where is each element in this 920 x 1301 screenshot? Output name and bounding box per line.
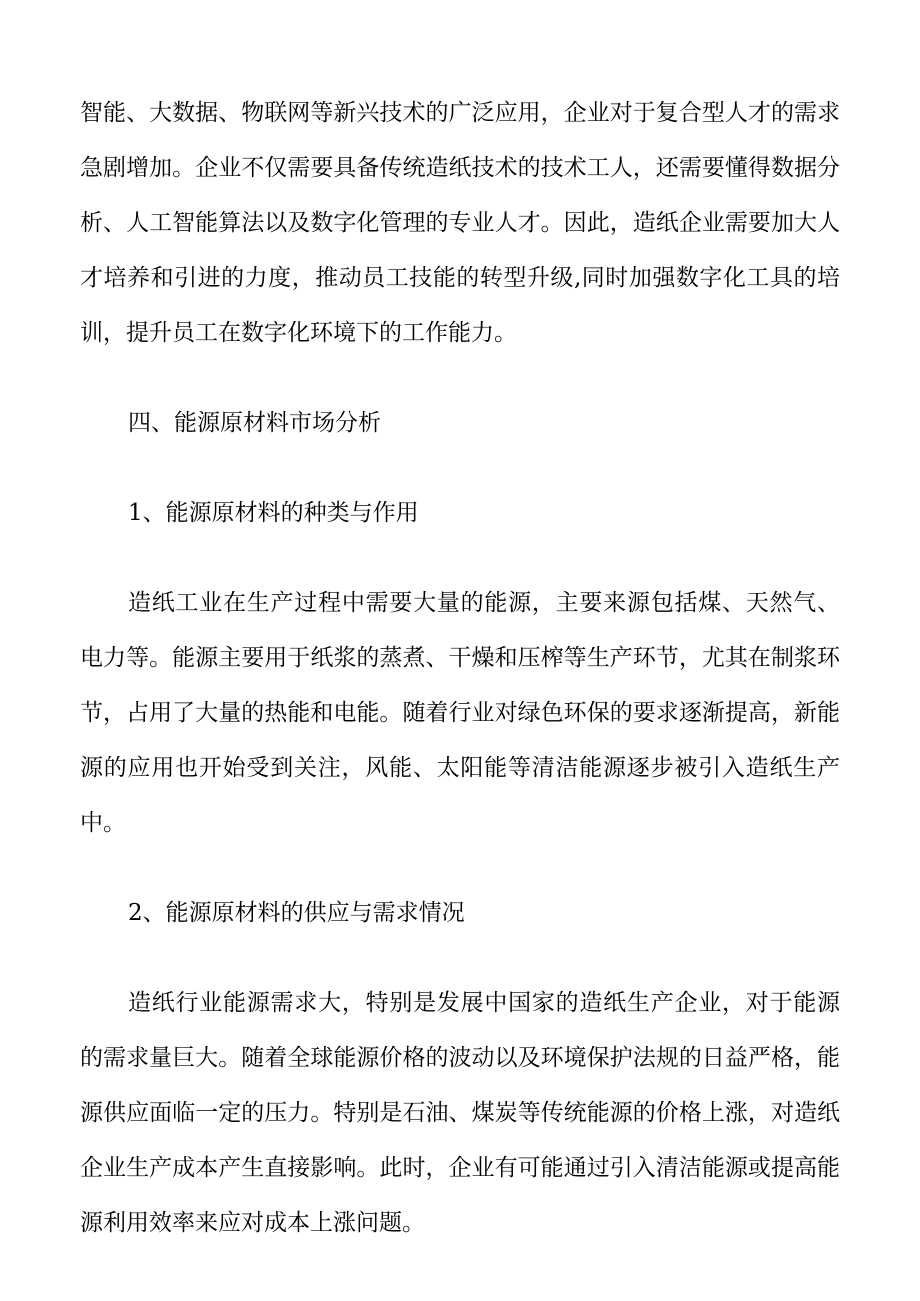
subsection-heading-2: 2、能源原材料的供应与需求情况 <box>128 900 465 926</box>
spacer <box>80 541 840 576</box>
spacer <box>80 851 840 886</box>
spacer <box>80 941 840 976</box>
section-heading: 四、能源原材料市场分析 <box>128 410 381 436</box>
subsection-paragraph-2: 造纸行业能源需求大，特别是发展中国家的造纸生产企业，对于能源的需求量巨大。随着全球能源价格的波动以及环境保护法规的日益严格，能源供应面临一定的压力。特别是石油、煤炭等传统能源的价格上涨，对造纸企业生产成本产生直接影响。此时，企业有可能通过引入清洁能源或提高能源利用效率来应对成本上涨问题。 <box>80 990 840 1236</box>
subsection-paragraph-1: 造纸工业在生产过程中需要大量的能源，主要来源包括煤、天然气、电力等。能源主要用于纸浆的蒸煮、干燥和压榨等生产环节，尤其在制浆环节，占用了大量的热能和电能。随着行业对绿色环保的要求逐渐提高，新能源的应用也开始受到关注，风能、太阳能等清洁能源逐步被引入造纸生产中。 <box>80 590 840 836</box>
document-page <box>80 86 840 1251</box>
spacer <box>80 361 840 396</box>
subsection-heading-1: 1、能源原材料的种类与作用 <box>128 500 419 526</box>
spacer <box>80 451 840 486</box>
intro-paragraph: 智能、大数据、物联网等新兴技术的广泛应用，企业对于复合型人才的需求急剧增加。企业不仅需要具备传统造纸技术的技术工人，还需要懂得数据分析、人工智能算法以及数字化管理的专业人才。因此，造纸企业需要加大人才培养和引进的力度，推动员工技能的转型升级,同时加强数字化工具的培训，提升员工在数字化环境下的工作能力。 <box>80 100 840 346</box>
